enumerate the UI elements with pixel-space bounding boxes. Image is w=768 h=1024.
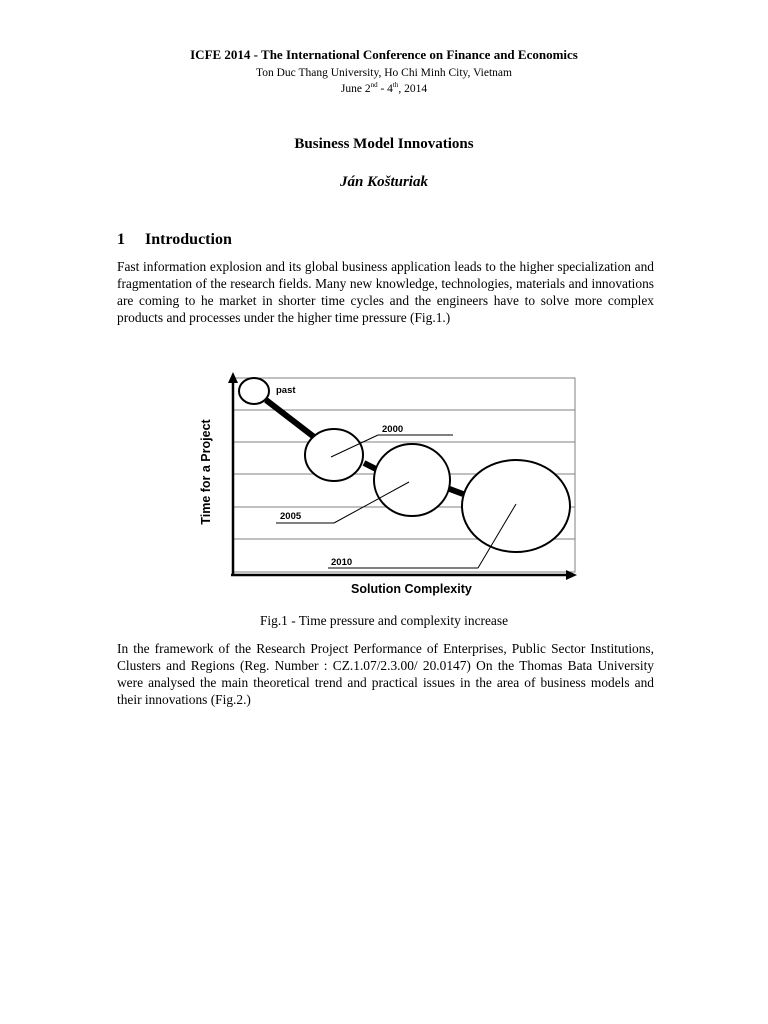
date-suffix: , 2014 [398, 83, 428, 95]
circle-2000 [305, 429, 363, 481]
circle-2010 [462, 460, 570, 552]
date-sup-1: nd [370, 81, 378, 89]
paper-title: Business Model Innovations [294, 136, 474, 152]
section-heading [117, 231, 232, 249]
circle-past [239, 378, 269, 404]
date-sup-2: th [392, 81, 399, 89]
conference-title: ICFE 2014 - The International Conference on Finance and Economics [190, 47, 578, 62]
date-prefix: June 2 [340, 83, 371, 95]
label-2000: 2000 [382, 424, 404, 435]
paper-author: Ján Košturiak [340, 174, 428, 190]
paragraph-intro: Fast information explosion and its global business application leads to the higher specialization and fragmentation of the research fields. Many new knowledge, technologies, materials and innovations are coming to he market in shorter time cycles and the engineers have to solve more complex products and processes under the higher time pressure (Fig.1.) [117, 259, 654, 325]
figure-caption: Fig.1 - Time pressure and complexity increase [259, 613, 509, 628]
circle-2005 [374, 444, 450, 516]
label-2010: 2010 [331, 557, 353, 568]
label-2005: 2005 [280, 511, 302, 522]
section-title: Introduction [145, 231, 232, 248]
section-number: 1 [117, 231, 125, 248]
figure-1 [196, 368, 586, 605]
x-axis-title: Solution Complexity [351, 582, 472, 596]
conference-date [0, 83, 768, 95]
complexity-chart [196, 368, 586, 600]
y-axis-title: Time for a Project [199, 419, 213, 525]
label-past: past [276, 385, 296, 396]
date-mid: - 4 [377, 83, 393, 95]
conference-location: Ton Duc Thang University, Ho Chi Minh City, Vietnam [256, 67, 512, 79]
paragraph-framework: In the framework of the Research Project Performance of Enterprises, Public Sector Institutions, Clusters and Regions (Reg. Number : CZ.1.07/2.3.00/ 20.0147) On the Thomas Bata University were analysed the main theoretical trend and practical issues in the area of business models and their innovations (Fig.2.) [117, 641, 654, 707]
